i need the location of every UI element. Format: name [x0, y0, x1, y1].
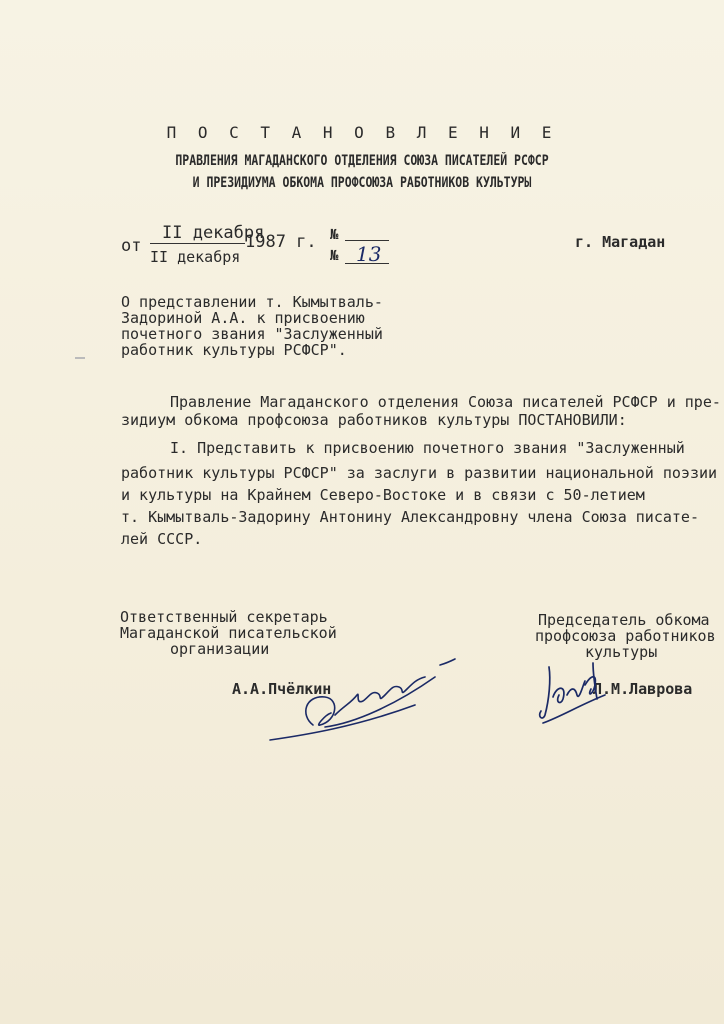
heading-line-2: И ПРЕЗИДИУМА ОБКОМА ПРОФСОЮЗА РАБОТНИКОВ КУЛЬТУРЫ	[192, 175, 532, 191]
body-item-line-1: I. Представить к присвоению почетного звания "Заслуженный	[170, 439, 685, 457]
left-signatory-title-3: организации	[170, 640, 270, 658]
right-signatory-title-2: профсоюза работников	[535, 627, 716, 645]
city: г. Магадан	[575, 233, 666, 251]
subject-line: работник культуры РСФСР".	[121, 341, 347, 359]
subject-line: почетного звания "Заслуженный	[121, 325, 383, 343]
body-item-line-4: т. Кымытваль-Задорину Антонину Александровну члена Союза писате-	[121, 508, 699, 526]
date-year: 1987 г.	[245, 232, 317, 252]
number-sign-1: №	[330, 227, 339, 243]
number-underline-1	[345, 240, 389, 241]
document-title: П О С Т А Н О В Л Е Н И Е	[166, 123, 558, 142]
margin-mark	[75, 357, 85, 359]
left-signatory-title-2: Магаданской писательской	[120, 624, 337, 642]
subject-line: Задориной А.А. к присвоению	[121, 309, 365, 327]
right-signatory-title-3: культуры	[585, 643, 658, 661]
handwritten-date: II декабря	[162, 223, 265, 243]
date-prefix: от	[121, 236, 142, 256]
right-signatory-title-1: Председатель обкома	[538, 611, 710, 629]
subject-line: О представлении т. Кымытваль-	[121, 293, 383, 311]
handwritten-number: 13	[356, 242, 382, 266]
body-intro-line-2: зидиум обкома профсоюза работников культуры ПОСТАНОВИЛИ:	[121, 411, 627, 429]
body-intro-line-1: Правление Магаданского отделения Союза писателей РСФСР и пре-	[170, 393, 721, 411]
left-signatory-title-1: Ответственный секретарь	[120, 608, 328, 626]
right-signatory-name: Л.М.Лаврова	[593, 680, 693, 698]
heading-line-1: ПРАВЛЕНИЯ МАГАДАНСКОГО ОТДЕЛЕНИЯ СОЮЗА ПИСАТЕЛЕЙ РСФСР	[175, 153, 549, 169]
date-underline	[150, 243, 245, 244]
right-handwritten-signature	[535, 655, 615, 730]
number-sign-2: №	[330, 248, 339, 264]
left-signatory-name: А.А.Пчёлкин	[232, 680, 332, 698]
body-item-line-3: и культуры на Крайнем Северо-Востоке и в связи с 50-летием	[121, 486, 645, 504]
typed-date: II декабря	[150, 248, 241, 266]
left-handwritten-signature	[265, 655, 460, 745]
body-item-line-5: лей СССР.	[121, 530, 203, 548]
body-item-line-2: работник культуры РСФСР" за заслуги в развитии национальной поэзии	[121, 464, 718, 482]
